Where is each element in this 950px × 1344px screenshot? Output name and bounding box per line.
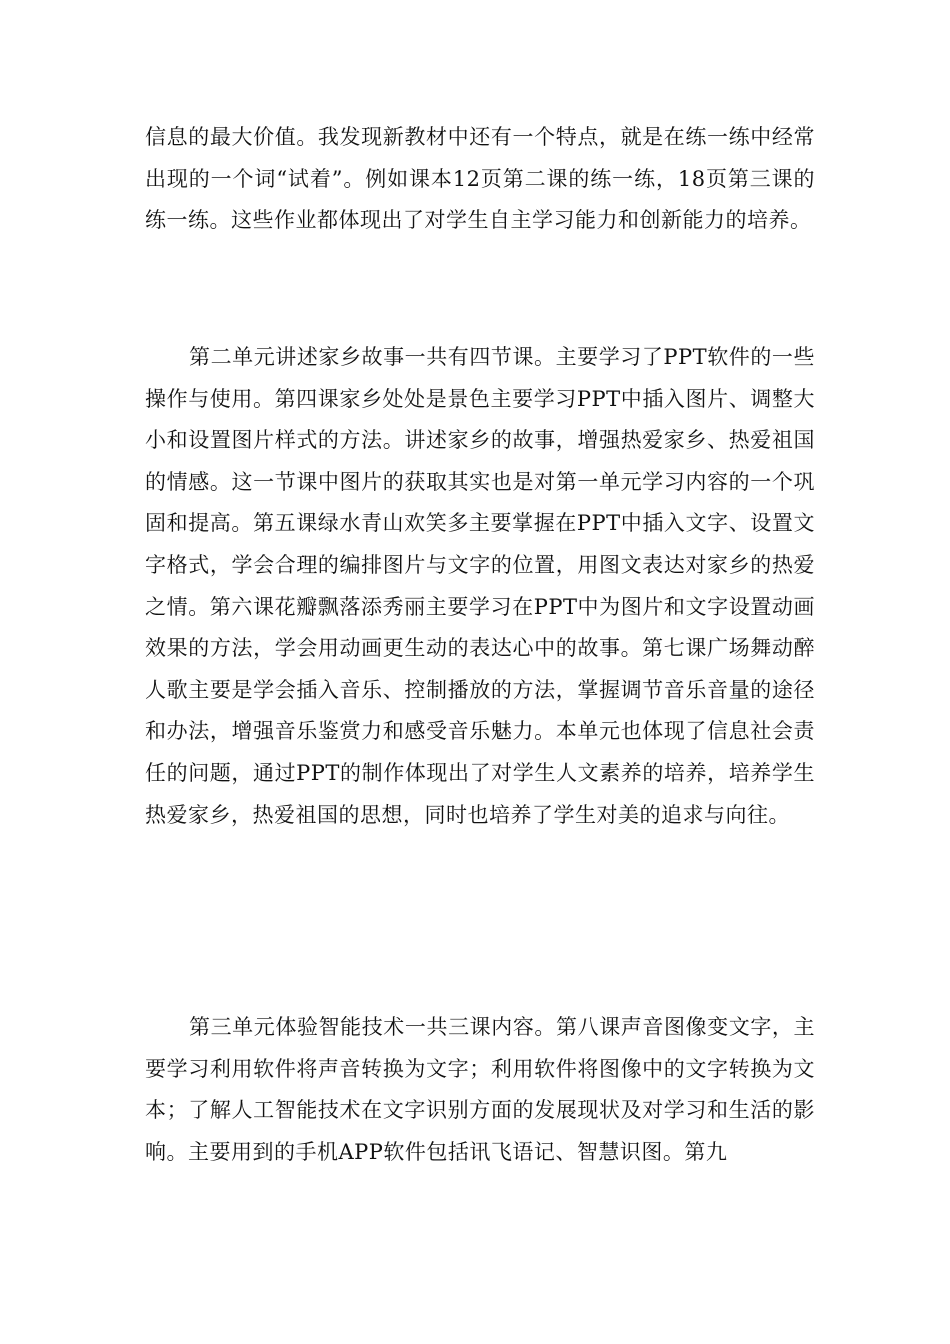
paragraph-unit-three: 第三单元体验智能技术一共三课内容。第八课声音图像变文字，主要学习利用软件将声音转换为文字；利用软件将图像中的文字转换为文本；了解人工智能技术在文字识别方面的发展现状及对学习和生活的影响。主要用到的手机APP软件包括讯飞语记、智慧识图。第九 [145, 1015, 815, 1164]
paragraph-unit-two: 第二单元讲述家乡故事一共有四节课。主要学习了PPT软件的一些操作与使用。第四课家乡处处是景色主要学习PPT中插入图片、调整大小和设置图片样式的方法。讲述家乡的故事，增强热爱家乡、热爱祖国的情感。这一节课中图片的获取其实也是对第一单元学习内容的一个巩固和提高。第五课绿水青山欢笑多主要掌握在PPT中插入文字、设置文字格式，学会合理的编排图片与文字的位置，用图文表达对家乡的热爱之情。第六课花瓣飘落添秀丽主要学习在PPT中为图片和文字设置动画效果的方法，学会用动画更生动的表达心中的故事。第七课广场舞动醉人歌主要是学会插入音乐、控制播放的方法，掌握调节音乐音量的途径和办法，增强音乐鉴赏力和感受音乐魅力。本单元也体现了信息社会责任的问题，通过PPT的制作体现出了对学生人文素养的培养，培养学生热爱家乡，热爱祖国的思想，同时也培养了学生对美的追求与向往。 [145, 345, 815, 827]
paragraph-continued: 信息的最大价值。我发现新教材中还有一个特点，就是在练一练中经常出现的一个词“试着”。例如课本12页第二课的练一练，18页第三课的练一练。这些作业都体现出了对学生自主学习能力和创新能力的培养。 [145, 125, 815, 233]
